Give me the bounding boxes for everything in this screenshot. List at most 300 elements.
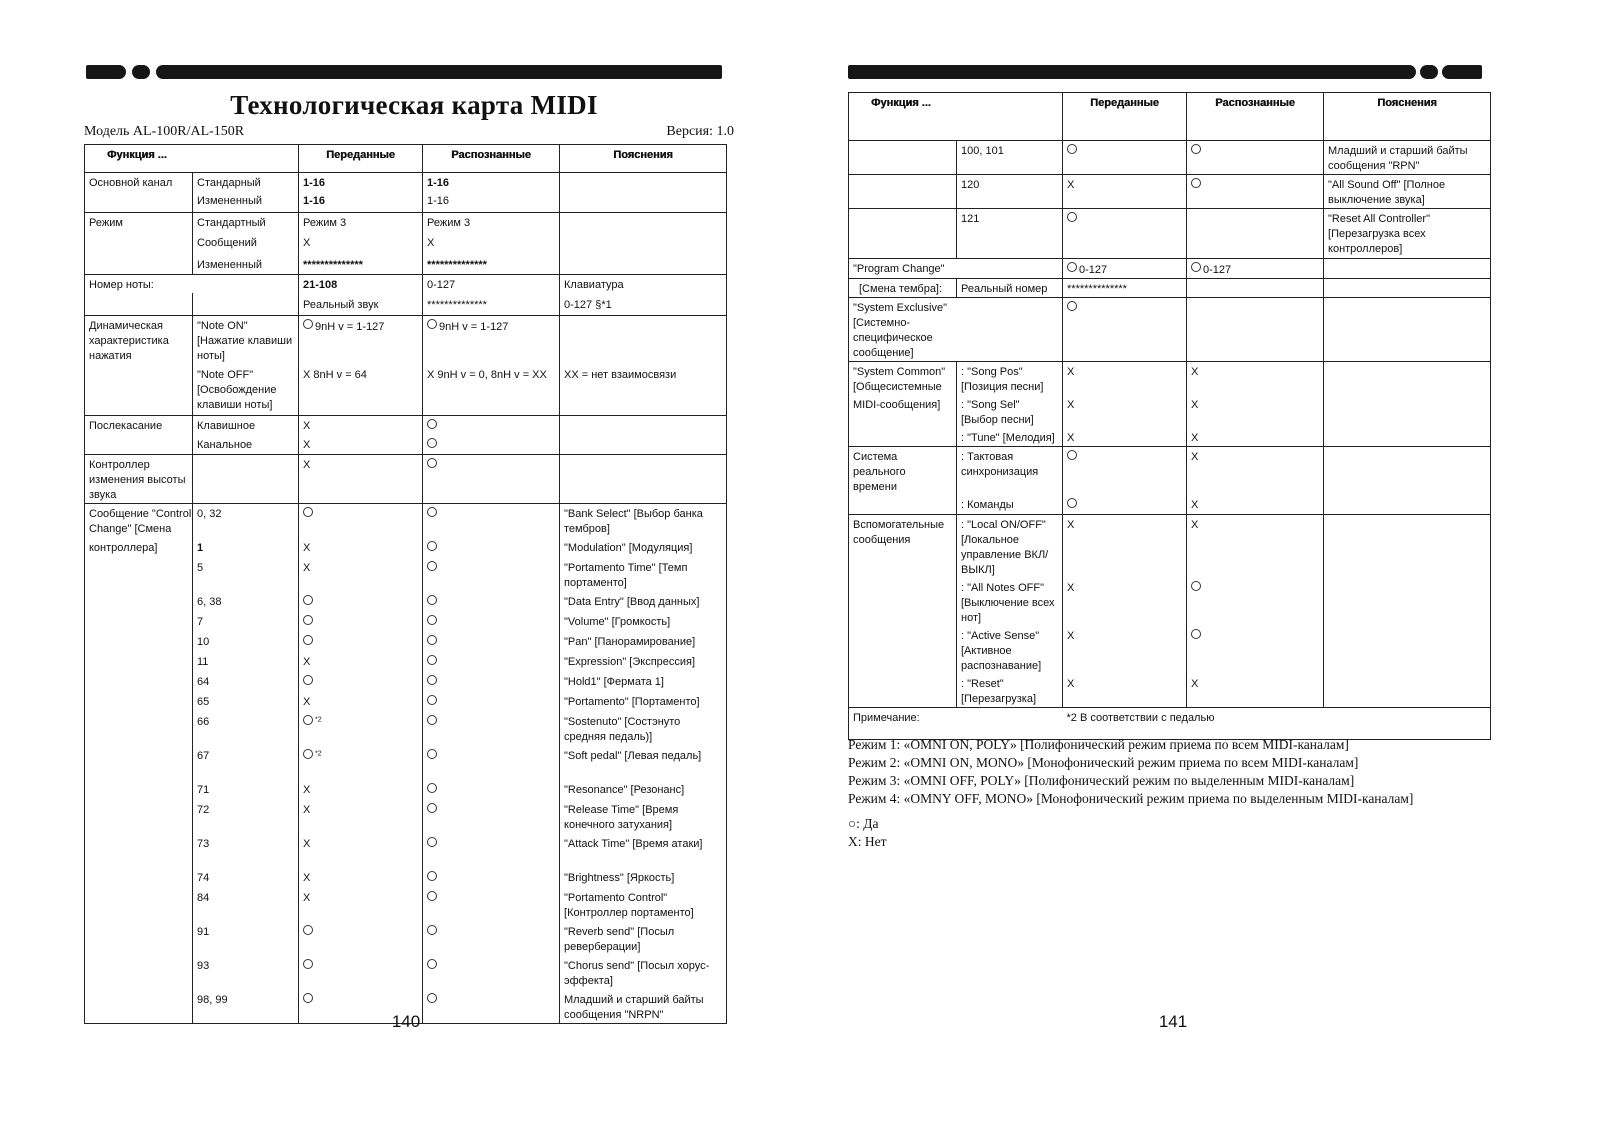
- cell-transmitted: X: [299, 800, 423, 834]
- cell-remark: "Hold1" [Фермата 1]: [560, 672, 727, 692]
- cell-remark: "All Sound Off" [Полное выключение звука]: [1324, 175, 1491, 209]
- cell-recognized: X: [1187, 447, 1324, 496]
- header-decoration-bar: [86, 65, 722, 79]
- circle-icon: [427, 561, 437, 571]
- cell-remark: "Chorus send" [Посыл хорус-эффекта]: [560, 956, 727, 990]
- cell-recognized: [1187, 141, 1324, 175]
- table-row: [85, 415, 727, 435]
- table-row: [849, 141, 1491, 175]
- cell-recognized: [1187, 626, 1324, 674]
- cell-recognized: **************: [423, 293, 560, 315]
- table-row: [85, 538, 727, 558]
- table-row: [849, 395, 1491, 428]
- cell-remark: "Attack Time" [Время атаки]: [560, 834, 727, 868]
- row-label: [849, 674, 957, 708]
- cell-recognized: [423, 800, 560, 834]
- cell-remark: [1324, 515, 1491, 579]
- cell-recognized: [423, 922, 560, 956]
- circle-icon: [303, 507, 313, 517]
- cell-transmitted: [299, 612, 423, 632]
- table-row: [85, 231, 727, 251]
- cell-remark: "Reverb send" [Посыл реверберации]: [560, 922, 727, 956]
- circle-icon: [1067, 144, 1077, 154]
- row-label: Основной канал: [85, 173, 193, 192]
- sub-label: Стандартный: [193, 212, 299, 231]
- cell-recognized: 0-127: [423, 275, 560, 294]
- row-label: Сообщение "Control Change" [Смена: [85, 504, 193, 538]
- cell-remark: "Expression" [Экспрессия]: [560, 652, 727, 672]
- circle-icon: [1067, 498, 1077, 508]
- cell-remark: [1324, 447, 1491, 496]
- row-label: [85, 922, 193, 956]
- cell-recognized: [423, 632, 560, 652]
- table-row: [85, 592, 727, 612]
- table-row: [85, 251, 727, 275]
- circle-icon: [427, 458, 437, 468]
- header-remarks: Пояснения: [1324, 93, 1491, 141]
- table-row: [85, 692, 727, 712]
- cell-recognized: 9nH v = 1-127: [423, 315, 560, 365]
- circle-icon: [1067, 212, 1077, 222]
- table-row: [85, 435, 727, 455]
- circle-icon: [427, 959, 437, 969]
- circle-icon: [1191, 629, 1201, 639]
- cell-remark: "Release Time" [Время конечного затухания]: [560, 800, 727, 834]
- table-row: [849, 447, 1491, 496]
- cell-remark: [1324, 428, 1491, 447]
- sub-label: : "Song Pos" [Позиция песни]: [957, 362, 1063, 396]
- table-row: [85, 293, 727, 315]
- cell-transmitted: X: [1063, 362, 1187, 396]
- cc-number: 121: [957, 209, 1063, 259]
- table-row: [85, 712, 727, 746]
- table-row: [85, 504, 727, 538]
- circle-icon: [427, 925, 437, 935]
- cc-number: 93: [193, 956, 299, 990]
- circle-icon: [303, 675, 313, 685]
- sub-label: : "Tune" [Мелодия]: [957, 428, 1063, 447]
- cell-remark: "Portamento" [Портаменто]: [560, 692, 727, 712]
- circle-icon: [1067, 301, 1077, 311]
- cell-transmitted: X: [299, 780, 423, 800]
- row-label: [85, 888, 193, 922]
- cell-transmitted: [299, 632, 423, 652]
- cc-number: 65: [193, 692, 299, 712]
- cell-recognized: [423, 672, 560, 692]
- table-row: [85, 746, 727, 780]
- page-number: 140: [391, 1012, 421, 1031]
- page-title: Технологическая карта MIDI: [230, 90, 598, 120]
- row-label: [85, 956, 193, 990]
- table-row: [849, 578, 1491, 626]
- cell-recognized: [423, 415, 560, 435]
- cell-transmitted: 1-16: [299, 173, 423, 192]
- legend-no: X: Нет: [848, 834, 887, 849]
- cell-recognized: [423, 712, 560, 746]
- circle-icon: [427, 635, 437, 645]
- cc-number: 11: [193, 652, 299, 672]
- cell-transmitted: [299, 956, 423, 990]
- circle-icon: [1191, 144, 1201, 154]
- table-row: [85, 652, 727, 672]
- circle-icon: [1191, 262, 1201, 272]
- row-label: Динамическая характеристика нажатия: [85, 315, 193, 415]
- header-remarks: Пояснения: [560, 145, 727, 173]
- cell-recognized: [423, 834, 560, 868]
- circle-icon: [303, 993, 313, 1003]
- cell-transmitted: X: [299, 455, 423, 504]
- cell-recognized: X: [423, 231, 560, 251]
- table-row: [85, 672, 727, 692]
- cc-number: 66: [193, 712, 299, 746]
- circle-icon: [1191, 178, 1201, 188]
- cell-recognized: Режим 3: [423, 212, 560, 231]
- header-recognized: Распознанные: [423, 145, 560, 173]
- sub-label: Реальный номер: [957, 279, 1063, 298]
- cell-remark: "Brightness" [Яркость]: [560, 868, 727, 888]
- cell-transmitted: Режим 3: [299, 212, 423, 231]
- cell-transmitted: X: [299, 415, 423, 435]
- cell-remark: "Modulation" [Модуляция]: [560, 538, 727, 558]
- cell-recognized: X: [1187, 515, 1324, 579]
- table-row: [85, 455, 727, 504]
- table-row: [85, 275, 727, 294]
- cell-recognized: X: [1187, 395, 1324, 428]
- header-decoration-bar: [848, 65, 1482, 79]
- cell-transmitted: **************: [1063, 279, 1187, 298]
- cell-remark: Младший и старший байты сообщения "NRPN": [560, 990, 727, 1024]
- cell-remark: "Portamento Control" [Контроллер портаменто]: [560, 888, 727, 922]
- cell-recognized: 0-127: [1187, 259, 1324, 279]
- cell-recognized: [423, 504, 560, 538]
- cell-transmitted: [1063, 209, 1187, 259]
- cell-remark: XX = нет взаимосвязи: [560, 365, 727, 415]
- cc-number: 64: [193, 672, 299, 692]
- cell-remark: "Soft pedal" [Левая педаль]: [560, 746, 727, 780]
- cell-remark: "Pan" [Панорамирование]: [560, 632, 727, 652]
- circle-icon: [303, 319, 313, 329]
- cell-recognized: [423, 612, 560, 632]
- row-label: [85, 712, 193, 746]
- mode-description: Режим 2: «OMNI ON, MONO» [Монофонический режим приема по всем MIDI-каналам]: [848, 755, 1359, 770]
- table-row: [85, 191, 727, 212]
- circle-icon: [427, 837, 437, 847]
- cell-recognized: 1-16: [423, 191, 560, 212]
- table-row: [849, 674, 1491, 708]
- cell-recognized: [423, 990, 560, 1024]
- cell-transmitted: X: [1063, 578, 1187, 626]
- circle-icon: [427, 438, 437, 448]
- cell-recognized: X: [1187, 362, 1324, 396]
- circle-icon: [427, 695, 437, 705]
- cell-remark: "Resonance" [Резонанс]: [560, 780, 727, 800]
- cell-remark: "Sostenuto" [Состэнуто средняя педаль)]: [560, 712, 727, 746]
- cell-remark: [1324, 362, 1491, 396]
- circle-icon: [427, 507, 437, 517]
- cell-recognized: [1187, 175, 1324, 209]
- circle-icon: [427, 615, 437, 625]
- table-row: [85, 315, 727, 365]
- row-label: [85, 672, 193, 692]
- cell-transmitted: X: [1063, 428, 1187, 447]
- cell-transmitted: [299, 672, 423, 692]
- cell-remark: [1324, 578, 1491, 626]
- table-row: [85, 922, 727, 956]
- circle-icon: [427, 891, 437, 901]
- cell-transmitted: 9nH v = 1-127: [299, 315, 423, 365]
- sub-label: "Note OFF" [Освобождение клавиши ноты]: [193, 365, 299, 415]
- cell-transmitted: 1-16: [299, 191, 423, 212]
- cc-number: 0, 32: [193, 504, 299, 538]
- table-row: [849, 495, 1491, 515]
- midi-chart-table-right: [848, 92, 1491, 740]
- cc-number: 71: [193, 780, 299, 800]
- control-change-continued-rows: [849, 141, 1491, 259]
- cell-recognized: [423, 558, 560, 592]
- sub-label: Измененный: [193, 251, 299, 275]
- version-label: Версия: 1.0: [666, 124, 734, 139]
- cell-transmitted: X: [1063, 395, 1187, 428]
- system-common-rows: [849, 362, 1491, 447]
- cell-transmitted: X: [1063, 175, 1187, 209]
- right-page: [800, 0, 1600, 1131]
- cell-recognized: [423, 868, 560, 888]
- table-row: [85, 868, 727, 888]
- circle-icon: [427, 595, 437, 605]
- sub-label: Стандарный: [193, 173, 299, 192]
- midi-chart-table-left: [84, 144, 727, 1024]
- row-label: [849, 141, 957, 175]
- cell-transmitted: X: [299, 652, 423, 672]
- circle-icon: [303, 749, 313, 759]
- cell-recognized: [423, 455, 560, 504]
- circle-icon: [303, 615, 313, 625]
- row-label: [85, 652, 193, 672]
- row-label: контроллера]: [85, 538, 193, 558]
- table-row: [85, 558, 727, 592]
- circle-icon: [303, 925, 313, 935]
- circle-icon: [303, 959, 313, 969]
- cc-number: 6, 38: [193, 592, 299, 612]
- cell-recognized: [423, 652, 560, 672]
- circle-icon: [427, 319, 437, 329]
- row-label: [849, 175, 957, 209]
- row-label: "System Exclusive" [Системно-специфическое сообщение]: [849, 298, 1063, 362]
- circle-icon: [1067, 262, 1077, 272]
- circle-icon: [427, 783, 437, 793]
- cell-transmitted: X: [1063, 515, 1187, 579]
- sub-label: Канальное: [193, 435, 299, 455]
- cell-recognized: **************: [423, 251, 560, 275]
- cell-remark: "Volume" [Громкость]: [560, 612, 727, 632]
- row-label: [85, 834, 193, 868]
- row-label: Система реального времени: [849, 447, 957, 496]
- table-row: [85, 834, 727, 868]
- table-row: [849, 708, 1491, 740]
- cell-recognized: [423, 435, 560, 455]
- cell-transmitted: Реальный звук: [299, 293, 423, 315]
- mode-description: Режим 4: «OMNY OFF, MONO» [Монофонический режим приема по выделенным MIDI-каналам]: [848, 791, 1414, 806]
- cell-transmitted: [299, 504, 423, 538]
- cc-number: 98, 99: [193, 990, 299, 1024]
- cell-recognized: [423, 780, 560, 800]
- sub-label: [Смена тембра]:: [849, 279, 957, 298]
- table-row: [85, 800, 727, 834]
- sub-label: Клавишное: [193, 415, 299, 435]
- circle-icon: [427, 715, 437, 725]
- model-label: Модель AL-100R/AL-150R: [84, 124, 245, 139]
- cell-recognized: [1187, 578, 1324, 626]
- row-label: [85, 692, 193, 712]
- cell-transmitted: [299, 922, 423, 956]
- cell-remark: [1324, 395, 1491, 428]
- table-row: [85, 173, 727, 192]
- table-row: [849, 362, 1491, 396]
- sub-label: : "Reset" [Перезагрузка]: [957, 674, 1063, 708]
- circle-icon: [1191, 581, 1201, 591]
- circle-icon: [427, 749, 437, 759]
- cell-recognized: X: [1187, 674, 1324, 708]
- row-label: [85, 990, 193, 1024]
- circle-icon: [427, 803, 437, 813]
- circle-icon: [427, 419, 437, 429]
- sub-label: : "Local ON/OFF" [Локальное управление ВКЛ/ВЫКЛ]: [957, 515, 1063, 579]
- cell-transmitted: X: [299, 888, 423, 922]
- row-label: MIDI-сообщения]: [849, 395, 957, 428]
- mode-descriptions: [848, 736, 1413, 808]
- cell-recognized: [423, 746, 560, 780]
- table-row: [849, 209, 1491, 259]
- table-row: [85, 632, 727, 652]
- row-label: [85, 632, 193, 652]
- row-label: [85, 592, 193, 612]
- circle-icon: [303, 715, 313, 725]
- sub-label: : Команды: [957, 495, 1063, 515]
- cell-transmitted: X: [299, 558, 423, 592]
- note-text: *2 В соответствии с педалью: [1063, 708, 1491, 740]
- cell-remark: 0-127 §*1: [560, 293, 727, 315]
- cell-remark: [1324, 674, 1491, 708]
- row-label: Вспомогательные сообщения: [849, 515, 957, 579]
- table-row: [849, 259, 1491, 279]
- cc-number: 72: [193, 800, 299, 834]
- row-label: [85, 612, 193, 632]
- circle-icon: [303, 595, 313, 605]
- circle-icon: [427, 871, 437, 881]
- cell-recognized: X 9nH v = 0, 8nH v = XX: [423, 365, 560, 415]
- cell-transmitted: [1063, 141, 1187, 175]
- row-label: Контроллер изменения высоты звука: [85, 455, 193, 504]
- legend-yes: ○: Да: [848, 816, 879, 831]
- table-row: [85, 888, 727, 922]
- cell-remark: "Portamento Time" [Темп портаменто]: [560, 558, 727, 592]
- page-number: 141: [1158, 1012, 1188, 1031]
- table-row: [849, 428, 1491, 447]
- row-label: [849, 578, 957, 626]
- cell-remark: Младший и старший байты сообщения "RPN": [1324, 141, 1491, 175]
- header-function: Функция ...: [85, 145, 299, 173]
- cell-transmitted: X: [1063, 674, 1187, 708]
- cell-remark: "Bank Select" [Выбор банка тембров]: [560, 504, 727, 538]
- aux-message-rows: [849, 515, 1491, 708]
- row-label: [85, 746, 193, 780]
- row-label: [849, 428, 957, 447]
- cell-remark: [1324, 495, 1491, 515]
- cell-remark: Клавиатура: [560, 275, 727, 294]
- mode-description: Режим 1: «OMNI ON, POLY» [Полифонический режим приема по всем MIDI-каналам]: [848, 737, 1349, 752]
- table-row: [849, 626, 1491, 674]
- row-label: Режим: [85, 212, 193, 231]
- table-row: [85, 612, 727, 632]
- table-row: [85, 212, 727, 231]
- circle-icon: [427, 993, 437, 1003]
- header-transmitted: Переданные: [1063, 93, 1187, 141]
- cell-recognized: [423, 592, 560, 612]
- cell-recognized: [423, 538, 560, 558]
- sub-label: Сообщений: [193, 231, 299, 251]
- cc-number: 120: [957, 175, 1063, 209]
- sub-label: : Тактовая синхронизация: [957, 447, 1063, 496]
- mode-description: Режим 3: «OMNI OFF, POLY» [Полифонический режим по выделенным MIDI-каналам]: [848, 773, 1355, 788]
- cc-number: 84: [193, 888, 299, 922]
- cell-recognized: [423, 956, 560, 990]
- symbol-legend: [848, 815, 887, 851]
- sub-label: "Note ON" [Нажатие клавиши ноты]: [193, 315, 299, 365]
- cell-transmitted: X 8nH v = 64: [299, 365, 423, 415]
- circle-icon: [427, 675, 437, 685]
- row-label: Номер ноты:: [85, 275, 299, 294]
- cell-recognized: X: [1187, 495, 1324, 515]
- cell-transmitted: **************: [299, 251, 423, 275]
- row-label: [85, 780, 193, 800]
- table-row: [849, 175, 1491, 209]
- cc-number: 5: [193, 558, 299, 592]
- cell-recognized: 1-16: [423, 173, 560, 192]
- cc-number: 1: [193, 538, 299, 558]
- row-label: [85, 800, 193, 834]
- cell-transmitted: [1063, 495, 1187, 515]
- cell-recognized: [423, 692, 560, 712]
- table-row: [849, 298, 1491, 362]
- control-change-rows: [85, 504, 727, 1024]
- cell-transmitted: 21-108: [299, 275, 423, 294]
- row-label: Послекасание: [85, 415, 193, 435]
- cell-transmitted: X: [299, 868, 423, 888]
- row-label: [849, 626, 957, 674]
- table-row: [85, 780, 727, 800]
- cell-transmitted: [299, 592, 423, 612]
- cell-recognized: X: [1187, 428, 1324, 447]
- header-transmitted: Переданные: [299, 145, 423, 173]
- cell-transmitted: X: [299, 435, 423, 455]
- cell-transmitted: X: [299, 834, 423, 868]
- header-recognized: Распознанные: [1187, 93, 1324, 141]
- circle-icon: [427, 655, 437, 665]
- row-label: [85, 868, 193, 888]
- circle-icon: [427, 541, 437, 551]
- cell-recognized: [423, 888, 560, 922]
- cc-number: 91: [193, 922, 299, 956]
- cc-number: 74: [193, 868, 299, 888]
- row-label: "System Common" [Общесистемные: [849, 362, 957, 396]
- cc-number: 67: [193, 746, 299, 780]
- cell-transmitted: 0-127: [1063, 259, 1187, 279]
- cell-transmitted: X: [1063, 626, 1187, 674]
- table-header-row: [849, 93, 1491, 141]
- cell-transmitted: X: [299, 692, 423, 712]
- sub-label: Измененный: [193, 191, 299, 212]
- system-realtime-rows: [849, 447, 1491, 515]
